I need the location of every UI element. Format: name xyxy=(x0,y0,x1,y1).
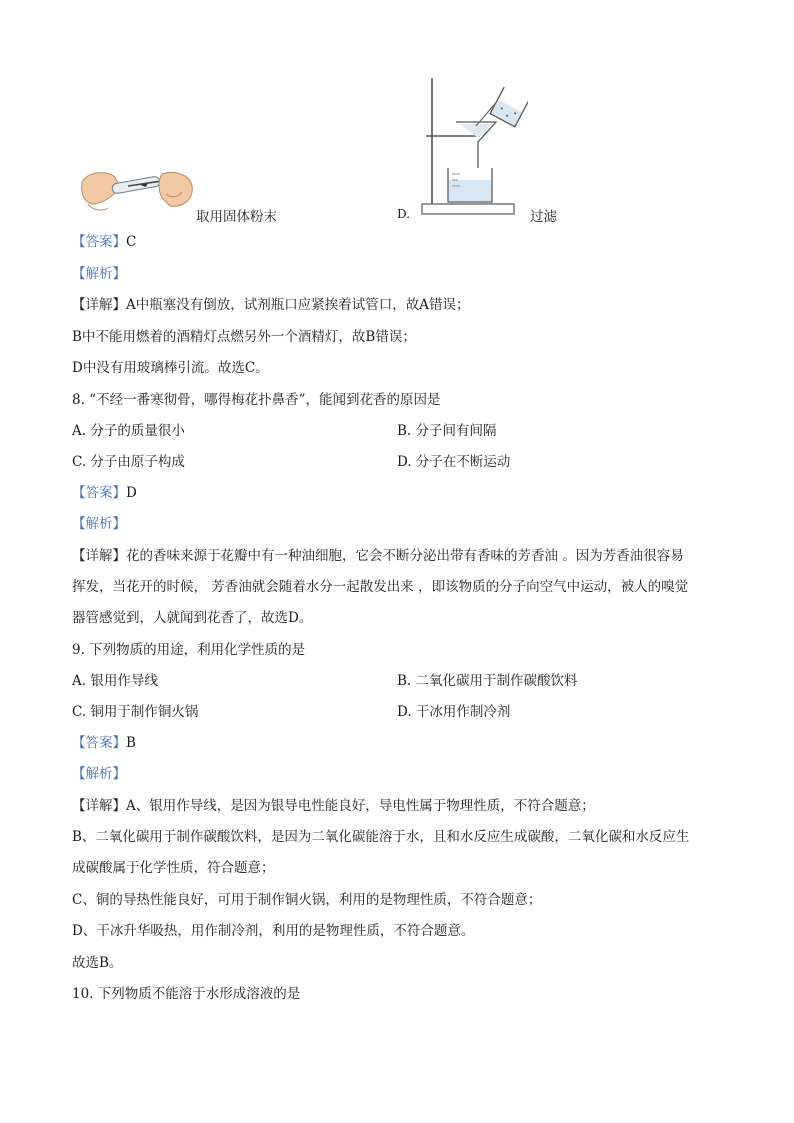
q7-analysis-tag xyxy=(72,264,126,284)
answer-value: C xyxy=(126,234,137,250)
q8-detail-line: 器管感觉到，人就闻到花香了，故选D。 xyxy=(72,610,313,626)
q9-detail-line: B、二氧化碳用于制作碳酸饮料，是因为二氧化碳能溶于水，且和水反应生成碳酸，二氧化碳和水反应生 xyxy=(72,829,690,845)
q9-option-b: B. 二氧化碳用于制作碳酸饮料 xyxy=(397,673,578,689)
detail-tag: 【详解】 xyxy=(72,297,126,313)
q9-detail-line: D、干冰升华吸热，用作制冷剂，利用的是物理性质，不符合题意。 xyxy=(72,923,475,939)
caption-d: 过滤 xyxy=(530,209,557,225)
detail-tag: 【详解】 xyxy=(72,548,126,564)
q8-detail-line: 挥发，当花开的时候， 芳香油就会随着水分一起散发出来 ，即该物质的分子向空气中运动，被人的嗅觉 xyxy=(72,579,689,595)
option-d-label: D. xyxy=(397,207,411,221)
analysis-tag: 【解析】 xyxy=(72,266,126,282)
q9-answer xyxy=(72,733,136,753)
answer-tag: 【答案】 xyxy=(72,234,126,250)
detail-text: A中瓶塞没有倒放，试剂瓶口应紧挨着试管口，故A错误； xyxy=(126,297,470,313)
q9-analysis-tag xyxy=(72,764,126,784)
q8-answer xyxy=(72,483,137,503)
analysis-tag: 【解析】 xyxy=(72,766,126,782)
q7-answer xyxy=(72,232,136,252)
q9-detail-line: 故选B。 xyxy=(72,955,123,971)
answer-value: B xyxy=(126,735,136,751)
q8-option-d: D. 分子在不断运动 xyxy=(397,454,511,470)
detail-tag: 【详解】 xyxy=(72,798,126,814)
answer-value: D xyxy=(126,485,137,501)
q9-stem: 9. 下列物质的用途，利用化学性质的是 xyxy=(72,642,306,658)
q9-option-c: C. 铜用于制作铜火锅 xyxy=(72,704,199,720)
q8-option-b: B. 分子间有间隔 xyxy=(397,423,497,439)
q8-stem: 8. “不经一番寒彻骨，哪得梅花扑鼻香”，能闻到花香的原因是 xyxy=(72,392,441,408)
detail-text: A、银用作导线，是因为银导电性能良好，导电性属于物理性质，不符合题意； xyxy=(126,798,595,814)
q10-stem: 10. 下列物质不能溶于水形成溶液的是 xyxy=(72,986,301,1002)
q8-analysis-tag xyxy=(72,514,126,534)
answer-tag: 【答案】 xyxy=(72,485,126,501)
powder-sampling-illustration xyxy=(78,164,196,216)
q7-detail-line xyxy=(72,295,470,315)
answer-tag: 【答案】 xyxy=(72,735,126,751)
q7-detail-line: D中没有用玻璃棒引流。故选C。 xyxy=(72,360,269,376)
q9-detail-line xyxy=(72,796,595,816)
q9-detail-line: C、铜的导热性能良好，可用于制作铜火锅，利用的是物理性质，不符合题意； xyxy=(72,892,542,908)
caption-c: 取用固体粉末 xyxy=(196,209,277,225)
q8-detail-line xyxy=(72,546,684,566)
analysis-tag: 【解析】 xyxy=(72,516,126,532)
q9-detail-line: 成碳酸属于化学性质，符合题意； xyxy=(72,860,275,876)
q9-option-a: A. 银用作导线 xyxy=(72,673,158,689)
q7-detail-line: B中不能用燃着的酒精灯点燃另外一个酒精灯，故B错误； xyxy=(72,329,416,345)
detail-text: 花的香味来源于花瓣中有一种油细胞，它会不断分泌出带有香味的芳香油 。因为芳香油很容易 xyxy=(126,548,684,564)
q8-option-a: A. 分子的质量很小 xyxy=(72,423,185,439)
filtration-apparatus-illustration xyxy=(420,76,528,218)
q9-option-d: D. 干冰用作制冷剂 xyxy=(397,704,511,720)
q8-option-c: C. 分子由原子构成 xyxy=(72,454,185,470)
